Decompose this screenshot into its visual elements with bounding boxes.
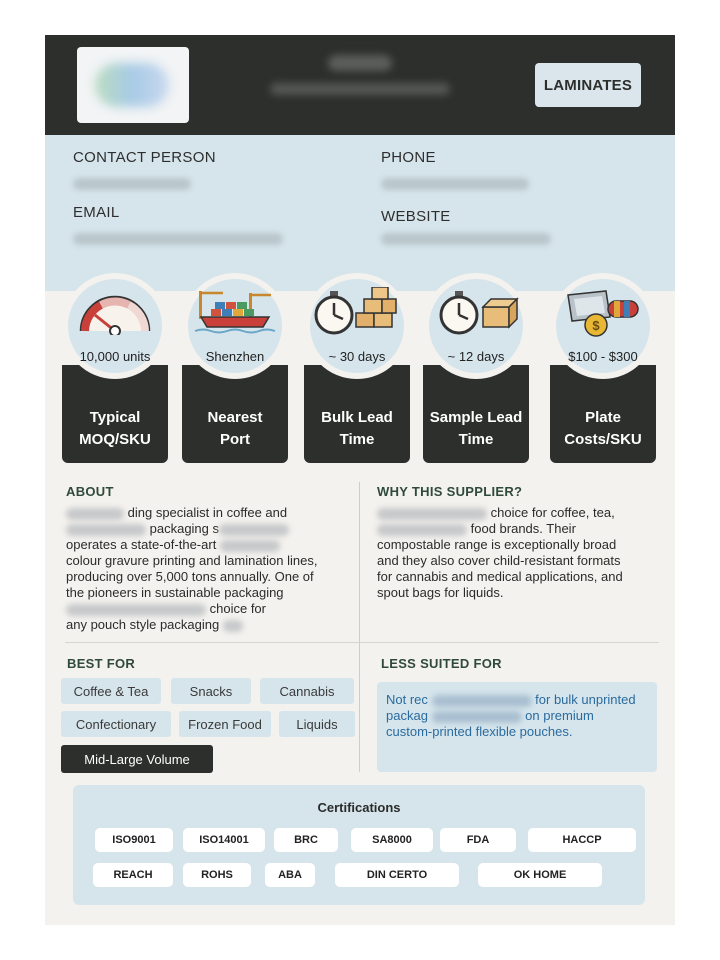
section-divider bbox=[65, 642, 659, 643]
about-text: ding specialist in coffee and packaging s operates a state-of-the-art colour gravure printing and lamination lines, producing over 5,000 tons annually. One of the pioneers in sustainable packaging choice for any pouch style packaging bbox=[66, 505, 318, 632]
email-value-redacted bbox=[73, 233, 283, 245]
why-title: WHY THIS SUPPLIER? bbox=[377, 484, 523, 499]
best-for-chip: Cannabis bbox=[260, 678, 354, 704]
stat-value: ~ 30 days bbox=[328, 349, 386, 364]
best-for-chip: Liquids bbox=[279, 711, 355, 737]
stat-label: Bulk Lead Time bbox=[321, 409, 393, 448]
cert-badge: FDA bbox=[440, 828, 516, 852]
cargo-port-icon bbox=[182, 287, 288, 335]
contact-person-label: CONTACT PERSON bbox=[73, 149, 216, 166]
phone-value-redacted bbox=[381, 178, 529, 190]
certifications-title: Certifications bbox=[317, 800, 401, 815]
stat-value: $100 - $300 bbox=[568, 349, 638, 364]
stat-value: Shenzhen bbox=[205, 349, 265, 364]
best-for-chip-highlight: Mid-Large Volume bbox=[61, 745, 213, 773]
stat-label: Sample Lead Time bbox=[429, 409, 523, 448]
header-bar bbox=[45, 35, 675, 135]
best-for-title: BEST FOR bbox=[67, 656, 136, 671]
website-label: WEBSITE bbox=[381, 208, 451, 225]
cert-badge: SA8000 bbox=[351, 828, 433, 852]
contact-person-value-redacted bbox=[73, 178, 191, 190]
website-value-redacted bbox=[381, 233, 551, 245]
stat-label: Typical MOQ/SKU bbox=[79, 409, 151, 448]
company-logo bbox=[77, 47, 189, 123]
cert-badge: DIN CERTO bbox=[335, 863, 459, 887]
cert-badge: ROHS bbox=[183, 863, 251, 887]
supplier-card bbox=[45, 35, 675, 925]
cert-badge: ISO9001 bbox=[95, 828, 173, 852]
stopwatch-boxes-icon bbox=[304, 287, 410, 335]
about-title: ABOUT bbox=[66, 484, 114, 499]
stat-plate-costs bbox=[550, 273, 656, 463]
stat-label: Plate Costs/SKU bbox=[564, 409, 642, 448]
stat-value: 10,000 units bbox=[79, 349, 151, 364]
stat-sample-lead bbox=[423, 273, 529, 463]
stat-bulk-lead bbox=[304, 273, 410, 463]
cert-badge: OK HOME bbox=[478, 863, 602, 887]
stat-moq bbox=[62, 273, 168, 463]
best-for-chip: Coffee & Tea bbox=[61, 678, 161, 704]
best-for-chip: Confectionary bbox=[61, 711, 171, 737]
less-suited-box bbox=[377, 682, 657, 772]
why-text: choice for coffee, tea, food brands. Their compostable range is exceptionally broad and they also cover child-resistant formats for cannabis and medical applications, and spout bags for liquids. bbox=[377, 505, 623, 600]
category-badge: LAMINATES bbox=[535, 63, 641, 107]
printing-plate-icon bbox=[550, 287, 656, 335]
certifications-panel bbox=[73, 785, 645, 905]
email-label: EMAIL bbox=[73, 204, 120, 221]
best-for-chip: Snacks bbox=[171, 678, 251, 704]
less-suited-text: Not rec for bulk unprinted packag on premium custom-printed flexible pouches. bbox=[386, 692, 636, 739]
best-for-chip: Frozen Food bbox=[179, 711, 271, 737]
cert-badge: ABA bbox=[265, 863, 315, 887]
stat-port bbox=[182, 273, 288, 463]
phone-label: PHONE bbox=[381, 149, 436, 166]
contact-section bbox=[45, 135, 675, 291]
svg-text:$: $ bbox=[592, 318, 600, 333]
column-divider bbox=[359, 482, 360, 772]
less-suited-title: LESS SUITED FOR bbox=[381, 656, 502, 671]
company-name-redacted bbox=[255, 55, 465, 95]
cert-badge: HACCP bbox=[528, 828, 636, 852]
cert-badge: REACH bbox=[93, 863, 173, 887]
cert-badge: ISO14001 bbox=[183, 828, 265, 852]
gauge-icon bbox=[62, 287, 168, 335]
stat-label: Nearest Port bbox=[207, 409, 263, 448]
cert-badge: BRC bbox=[274, 828, 338, 852]
stat-value: ~ 12 days bbox=[447, 349, 505, 364]
stopwatch-box-icon bbox=[423, 287, 529, 335]
